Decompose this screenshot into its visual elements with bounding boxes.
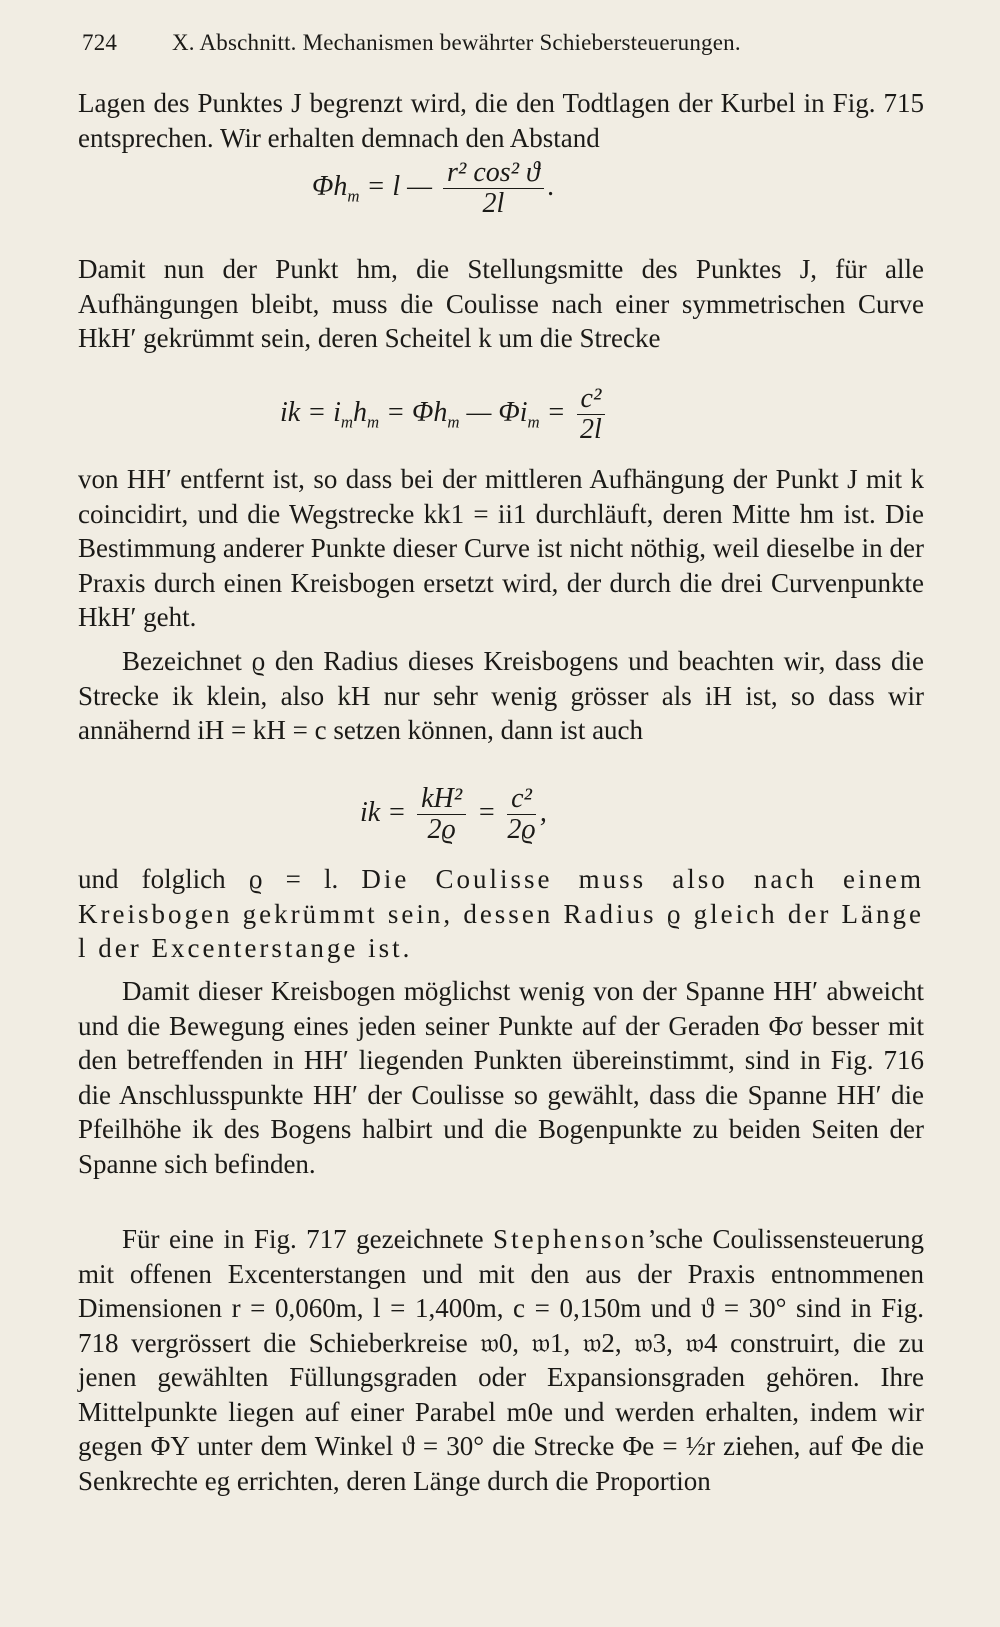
paragraph-5: und folglich ϱ = l. Die Coulisse muss also nach einem Kreisbogen gekrümmt sein, dessen Radius ϱ gleich der Länge l der Excenterstange ist.: [78, 864, 924, 963]
fraction: $\frac{\text{c²}}{2l}$: [577, 384, 606, 445]
running-header: [82, 30, 922, 56]
emphasized-text: Die Coulisse muss also nach einem Kreisbogen gekrümmt sein, dessen Radius ϱ gleich der Länge l der Excenterstange ist.: [78, 864, 924, 963]
person-name: Stephenson: [493, 1224, 648, 1254]
paragraph-1: Lagen des Punktes J begrenzt wird, die den Todtlagen der Kurbel in Fig. 715 entsprechen. Wir erhalten demnach den Abstand: [78, 88, 924, 153]
fraction: $\frac{\text{c²}}{2ϱ}$: [507, 783, 536, 845]
fraction: $\frac{\text{r² cos² ϑ}}{2l}$: [443, 158, 544, 219]
formula-ik-radius: ik = $\frac{\text{kH²}}{2ϱ}$ = $\frac{\text{c²}}{2ϱ}$ ,: [360, 783, 547, 845]
formula-ik: ik = $i_mh_m = \Phi h_m$ — $\Phi i_m$ = $\frac{\text{c²}}{2l}$: [280, 384, 609, 445]
section-title: X. Abschnitt. Mechanismen bewährter Schiebersteuerungen.: [172, 30, 741, 55]
fraction: $\frac{\text{kH²}}{2ϱ}$: [417, 784, 466, 845]
paragraph-2: Damit nun der Punkt hm, die Stellungsmitte des Punktes J, für alle Aufhängungen bleibt, muss die Coulisse nach einer symmetrischen Curve HkH′ gekrümmt sein, deren Scheitel k um die Strecke: [78, 254, 924, 353]
formula-phi-hm: $\Phi h_m = l$ — $\frac{\text{r² cos² ϑ}}{2l}$ .: [312, 157, 555, 219]
paragraph-3: von HH′ entfernt ist, so dass bei der mittleren Aufhängung der Punkt J mit k coincidirt, und die Wegstrecke kk1 = ii1 durchläuft, deren Mitte hm ist. Die Bestimmung anderer Punkte dieser Curve ist nicht nöthig, weil dieselbe in der Praxis durch einen Kreisbogen ersetzt wird, der durch die drei Curvenpunkte HkH′ geht.: [78, 464, 924, 632]
page-number: 724: [82, 30, 118, 55]
paragraph-7: Für eine in Fig. 717 gezeichnete Stephenson’sche Coulissensteuerung mit offenen Excenterstangen und mit den aus der Praxis entnommenen Dimensionen r = 0,060m, l = 1,400m, c = 0,150m und ϑ = 30° sind in Fig. 718 vergrössert die Schieberkreise 𝔴0, 𝔴1, 𝔴2, 𝔴3, 𝔴4 construirt, die zu jenen gewählten Füllungsgraden oder Expansionsgraden gehören. Ihre Mittelpunkte liegen auf einer Parabel m0e und werden erhalten, indem wir gegen ΦY unter dem Winkel ϑ = 30° die Strecke Φe = ½r ziehen, auf Φe die Senkrechte eg errichten, deren Länge durch die Proportion: [78, 1224, 924, 1496]
paragraph-6: Damit dieser Kreisbogen möglichst wenig von der Spanne HH′ abweicht und die Bewegung eines jeden seiner Punkte auf der Geraden Φσ besser mit den betreffenden in HH′ liegenden Punkten übereinstimmt, sind in Fig. 716 die Anschlusspunkte HH′ der Coulisse so gewählt, dass die Spanne HH′ die Pfeilhöhe ik des Bogens halbirt und die Bogenpunkte zu beiden Seiten der Spanne sich befinden.: [78, 976, 924, 1179]
paragraph-4: Bezeichnet ϱ den Radius dieses Kreisbogens und beachten wir, dass die Strecke ik klein, also kH nur sehr wenig grösser als iH ist, so dass wir annähernd iH = kH = c setzen können, dann ist auch: [78, 646, 924, 745]
